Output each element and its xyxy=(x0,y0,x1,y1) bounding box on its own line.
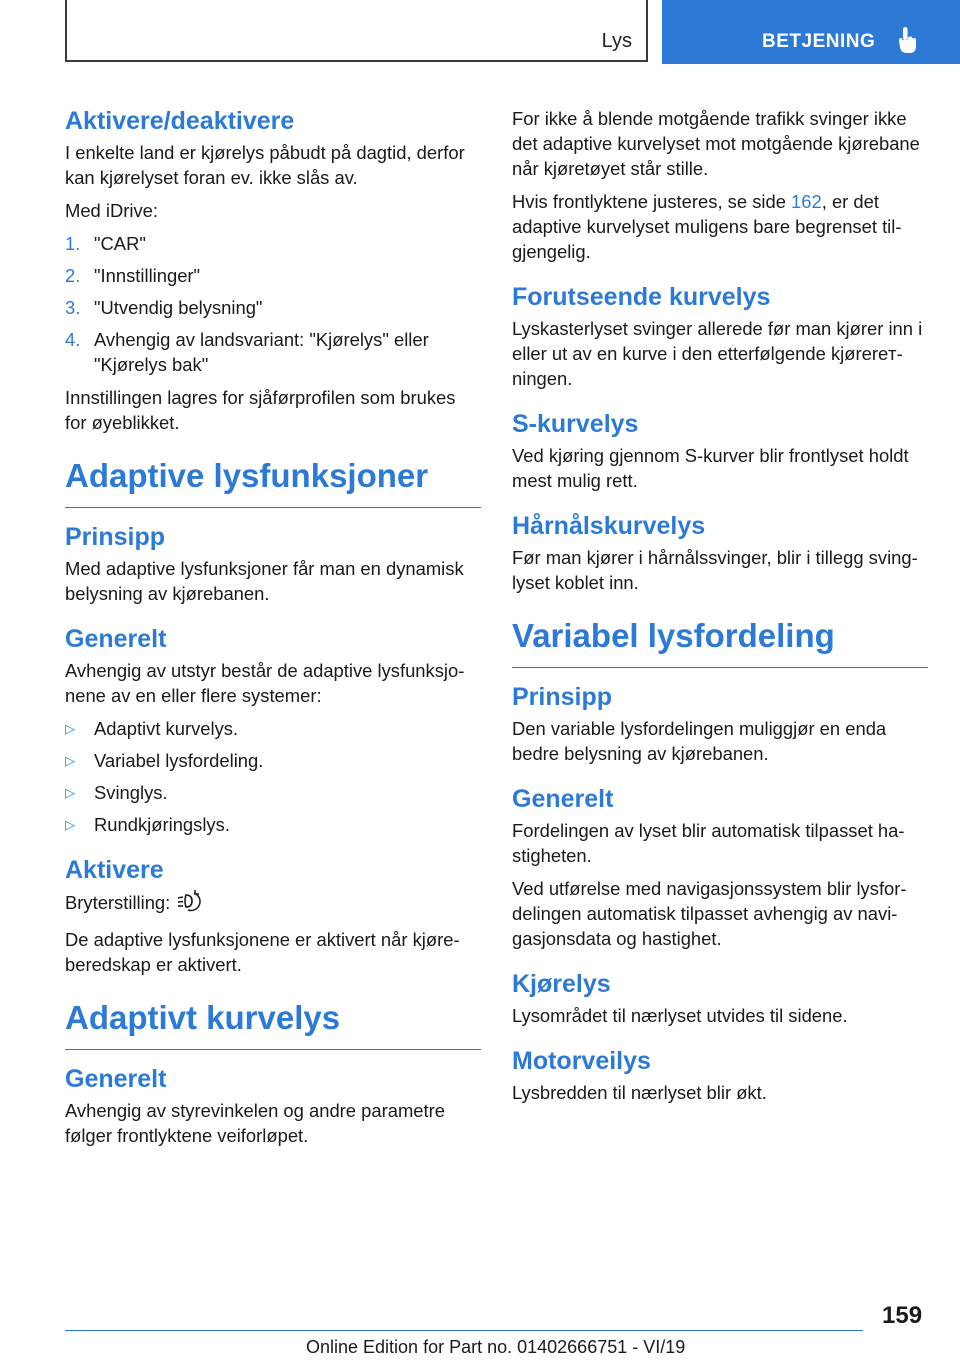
page-number: 159 xyxy=(882,1302,923,1329)
paragraph: Lyskasterlyset svinger allerede før man kjører inn i eller ut av en kurve i den etterfølgende kjørereтningen. xyxy=(512,318,923,389)
paragraph-text: , er det adaptive kurvelyset muligens bare begrenset tilgjengelig. xyxy=(512,191,902,262)
paragraph: Med adaptive lysfunksjoner får man en dynamisk belysning av kjørebanen. xyxy=(65,558,464,604)
header-frame xyxy=(65,0,648,62)
section-forutseende xyxy=(512,282,928,391)
section-heading: Aktivere xyxy=(65,856,164,884)
section-prinsipp-variabel xyxy=(512,682,928,766)
paragraph: Lysbredden til nærlyset blir økt. xyxy=(512,1082,767,1103)
paragraph xyxy=(65,889,481,919)
step-number: 1. xyxy=(65,233,81,254)
pointing-hand-icon xyxy=(896,26,918,59)
step-text: "Utvendig belysning" xyxy=(94,297,263,318)
list-item xyxy=(65,716,481,741)
footer-divider xyxy=(65,1330,863,1331)
section-heading: Generelt xyxy=(512,785,614,813)
section-heading: Hårnålskurvelys xyxy=(512,512,706,540)
paragraph: I enkelte land er kjørelys påbudt på dagtid, derfor kan kjørelyset foran ev. ikke slås av. xyxy=(65,142,465,188)
step-number: 4. xyxy=(65,329,81,350)
paragraph: Den variable lysfordelingen muliggjør en enda bedre belysning av kjørebanen. xyxy=(512,718,887,764)
paragraph: Avhengig av styrevinkelen og andre parametre følger frontlyktene veiforløpet. xyxy=(65,1100,445,1146)
chapter-heading: Adaptivt kurvelys xyxy=(65,995,481,1050)
section-motorveilys xyxy=(512,1046,928,1105)
paragraph: Lysområdet til nærlyset utvides til sidene. xyxy=(512,1005,848,1026)
step-text: "Innstillinger" xyxy=(94,265,201,286)
list-item-text: Adaptivt kurvelys. xyxy=(94,718,239,739)
triangle-bullet-icon: ▷ xyxy=(65,721,75,736)
section-heading: Kjørelys xyxy=(512,970,611,998)
section-heading: Prinsipp xyxy=(65,523,166,551)
step-item xyxy=(65,327,481,377)
section-s-kurvelys xyxy=(512,409,928,493)
section-aktivere-deaktivere xyxy=(65,106,481,435)
section-heading: Aktivere/deaktivere xyxy=(65,107,295,135)
paragraph: Ved utførelse med navigasjonssystem blir lysfordelingen automatisk tilpasset avhengig av navigasjonsdata og hastighet. xyxy=(512,878,907,949)
section-heading: Forutseende kurvelys xyxy=(512,283,771,311)
section-aktivere xyxy=(65,855,481,977)
step-item xyxy=(65,263,481,288)
step-item xyxy=(65,231,481,256)
chapter-heading: Adaptive lysfunksjoner xyxy=(65,453,481,508)
paragraph: Fordelingen av lyset blir automatisk tilpasset hastigheten. xyxy=(512,820,905,866)
feature-list xyxy=(65,716,481,837)
step-item xyxy=(65,295,481,320)
chapter-heading: Variabel lysfordeling xyxy=(512,613,928,668)
section-generelt-kurvelys xyxy=(65,1064,481,1148)
paragraph: Innstillingen lagres for sjåførprofilen som brukes for øyeblikket. xyxy=(65,387,456,433)
section-generelt-variabel xyxy=(512,784,928,951)
step-number: 3. xyxy=(65,297,81,318)
paragraph: De adaptive lysfunksjonene er aktivert når kjøreberedskap er aktivert. xyxy=(65,929,460,975)
paragraph: Før man kjører i hårnålssvinger, blir i tillegg svinglyset koblet inn. xyxy=(512,547,918,593)
chapter-tab[interactable] xyxy=(662,0,960,64)
paragraph: Avhengig av utstyr består de adaptive lysfunksjonene av en eller flere systemer: xyxy=(65,660,465,706)
header-section-title: Lys xyxy=(601,30,632,52)
paragraph: For ikke å blende motgående trafikk svinger ikke det adaptive kurvelyset mot motgående kjørebane når kjøretøyet står stille. xyxy=(512,108,920,179)
section-kjorelys xyxy=(512,969,928,1028)
triangle-bullet-icon: ▷ xyxy=(65,785,75,800)
idrive-steps xyxy=(65,231,481,377)
chapter-tab-label: BETJENING xyxy=(762,31,876,52)
paragraph xyxy=(512,189,928,264)
triangle-bullet-icon: ▷ xyxy=(65,817,75,832)
paragraph-text: Hvis frontlyktene justeres, se side xyxy=(512,191,792,212)
section-heading: Generelt xyxy=(65,1065,167,1093)
list-item xyxy=(65,812,481,837)
list-item-text: Variabel lysfordeling. xyxy=(94,750,264,771)
step-text: Avhengig av landsvariant: "Kjørelys" eller "Kjørelys bak" xyxy=(94,329,429,375)
section-harnal xyxy=(512,511,928,595)
list-item xyxy=(65,780,481,805)
paragraph: Med iDrive: xyxy=(65,200,158,221)
section-generelt xyxy=(65,624,481,837)
section-heading: S-kurvelys xyxy=(512,410,639,438)
section-heading: Generelt xyxy=(65,625,167,653)
list-item-text: Rundkjøringslys. xyxy=(94,814,230,835)
step-number: 2. xyxy=(65,265,81,286)
list-item xyxy=(65,748,481,773)
paragraph: Ved kjøring gjennom S-kurver blir frontlyset holdt mest mulig rett. xyxy=(512,445,909,491)
section-heading: Motorveilys xyxy=(512,1047,651,1075)
triangle-bullet-icon: ▷ xyxy=(65,753,75,768)
switch-label: Bryterstilling: xyxy=(65,891,171,913)
section-prinsipp xyxy=(65,522,481,606)
list-item-text: Svinglys. xyxy=(94,782,168,803)
footer-edition: Online Edition for Part no. 01402666751 - VI/19 xyxy=(306,1337,686,1357)
section-heading: Prinsipp xyxy=(512,683,613,711)
left-column xyxy=(65,106,481,1166)
light-switch-icon xyxy=(176,889,202,919)
right-column xyxy=(512,106,928,1123)
step-text: "CAR" xyxy=(94,233,146,254)
page-reference-link[interactable]: 162 xyxy=(791,191,822,212)
